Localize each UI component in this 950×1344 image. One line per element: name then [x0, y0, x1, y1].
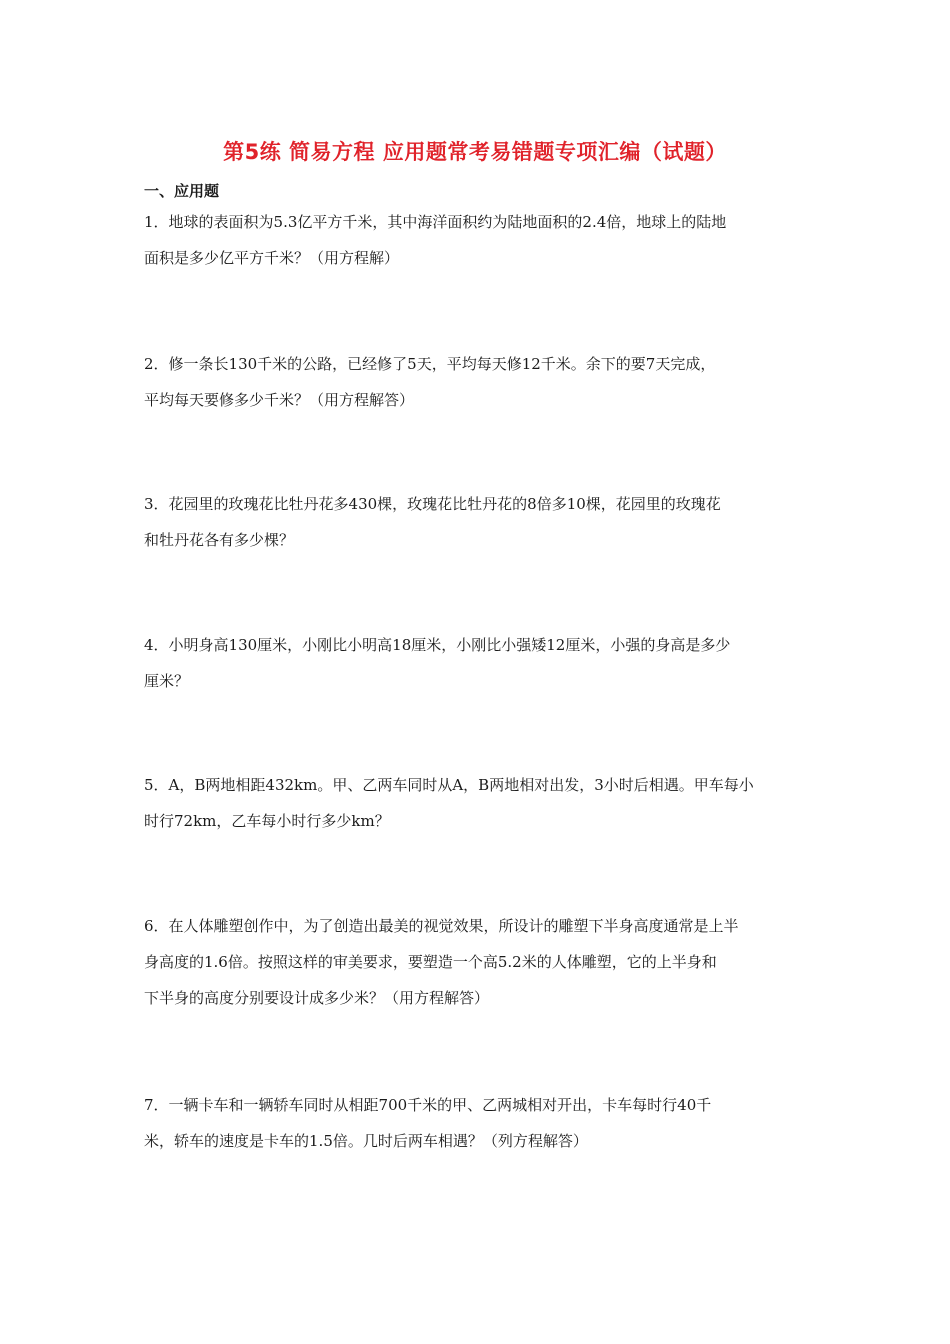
question-line: 2．修一条长130千米的公路，已经修了5天，平均每天修12千米。余下的要7天完成， [144, 355, 716, 373]
question-1 [144, 204, 812, 276]
question-line: 1．地球的表面积为5.3亿平方千米，其中海洋面积约为陆地面积的2.4倍，地球上的陆地 [144, 213, 727, 231]
question-line: 和牡丹花各有多少棵？ [144, 531, 295, 549]
question-line: 7．一辆卡车和一辆轿车同时从相距700千米的甲、乙两城相对开出，卡车每时行40千 [144, 1096, 712, 1114]
question-6 [144, 908, 812, 1016]
question-line: 3．花园里的玫瑰花比牡丹花多430棵，玫瑰花比牡丹花的8倍多10棵，花园里的玫瑰花 [144, 495, 721, 513]
question-line: 面积是多少亿平方千米？（用方程解） [144, 249, 400, 267]
question-7 [144, 1087, 812, 1159]
question-4 [144, 627, 812, 699]
question-line: 时行72km，乙车每小时行多少km？ [144, 812, 390, 830]
question-line: 下半身的高度分别要设计成多少米？（用方程解答） [144, 989, 490, 1007]
question-line: 米，轿车的速度是卡车的1.5倍。几时后两车相遇？（列方程解答） [144, 1132, 588, 1150]
question-line: 平均每天要修多少千米？（用方程解答） [144, 391, 415, 409]
question-line: 身高度的1.6倍。按照这样的审美要求，要塑造一个高5.2米的人体雕塑，它的上半身和 [144, 953, 717, 971]
question-line: 厘米？ [144, 672, 190, 690]
page-title: 第5练 简易方程 应用题常考易错题专项汇编（试题） [223, 140, 727, 164]
question-line: 5．A，B两地相距432km。甲、乙两车同时从A，B两地相对出发，3小时后相遇。甲车每小 [144, 776, 754, 794]
question-line: 6．在人体雕塑创作中，为了创造出最美的视觉效果，所设计的雕塑下半身高度通常是上半 [144, 917, 739, 935]
question-line: 4．小明身高130厘米，小刚比小明高18厘米，小刚比小强矮12厘米，小强的身高是多少 [144, 636, 731, 654]
question-2 [144, 346, 812, 418]
question-5 [144, 767, 812, 839]
section-heading: 一、应用题 [144, 182, 220, 200]
question-3 [144, 486, 812, 558]
